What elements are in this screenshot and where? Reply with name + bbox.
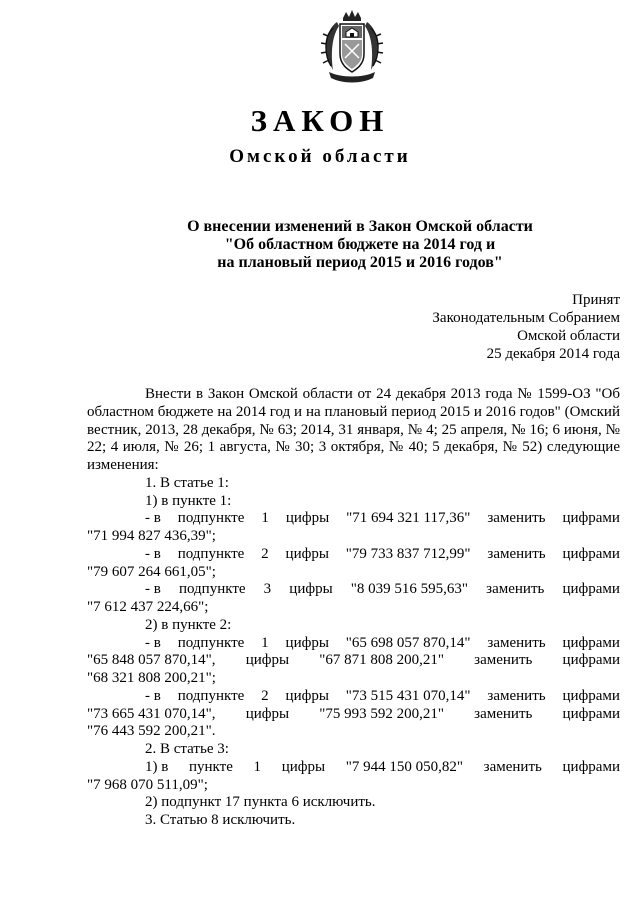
text-fragment: - в [145, 581, 161, 598]
text-fragment: цифрами [562, 758, 620, 775]
text-fragment: "75 993 592 200,21" [319, 705, 444, 722]
text-fragment: пункте [189, 758, 233, 775]
text-fragment: "65 848 057 870,14", [87, 652, 216, 669]
document-title: ЗАКОН [250, 103, 390, 138]
intro-paragraph: Внести в Закон Омской области от 24 декабря 2013 года № 1599-ОЗ "Об областном бюджете на 2014 год и на плановый период 2015 и 2016 годов" (Омский вестник, 2013, 28 декабря, № 63; 2014, 31 января, № 4; 25 апреля, № 16; 6 июня, № 22; 4 июля, № 26; 1 августа, № 30; 3 октября, № 40; 5 декабря, № 52) следующие изменения: [87, 386, 620, 473]
text-fragment: цифры [285, 634, 329, 651]
text-fragment: 1 [253, 758, 262, 775]
heading-line: на плановый период 2015 и 2016 годов" [217, 254, 503, 271]
text-fragment: - в [145, 545, 161, 562]
clause-continuation: "7 968 070 511,09"; [87, 776, 208, 793]
text-fragment: цифры [245, 652, 290, 669]
adoption-line: Принят [572, 292, 620, 308]
text-fragment: цифры [281, 758, 326, 775]
text-fragment: подпункте [177, 687, 245, 704]
subclause-continuation [87, 652, 620, 670]
text-fragment: цифрами [562, 545, 620, 562]
subclause-continuation [87, 706, 620, 724]
article-item: 2. В статье 3: [145, 741, 229, 757]
text-fragment: цифры [285, 687, 329, 704]
text-fragment: цифрами [562, 687, 620, 704]
text-fragment: цифрами [562, 510, 620, 527]
subclause-continuation: "76 443 592 200,21". [87, 723, 216, 740]
coat-of-arms-emblem [319, 8, 385, 86]
text-fragment: цифрами [562, 705, 620, 722]
text-fragment: заменить [474, 705, 533, 722]
text-fragment: "71 694 321 117,36" [346, 510, 471, 527]
text-fragment: "79 733 837 712,99" [345, 545, 471, 562]
adoption-line: Законодательным Собранием [432, 310, 620, 326]
text-fragment: цифры [285, 545, 329, 562]
text-fragment: цифры [285, 510, 330, 527]
text-fragment: цифрами [562, 634, 620, 651]
adoption-block [432, 291, 620, 363]
text-fragment: - в [145, 510, 161, 527]
subclause-line [87, 635, 620, 653]
text-fragment: "67 871 808 200,21" [319, 652, 444, 669]
subclause-continuation: "7 612 437 224,66"; [87, 599, 209, 615]
heading-line: О внесении изменений в Закон Омской области [187, 218, 533, 235]
document-subtitle: Омской области [229, 146, 411, 167]
subclause-line [87, 581, 620, 599]
adoption-date: 25 декабря 2014 года [486, 346, 620, 362]
article-item: 3. Статью 8 исключить. [145, 812, 296, 828]
text-fragment: заменить [474, 652, 533, 669]
heading-line: "Об областном бюджете на 2014 год и [224, 236, 496, 253]
clause-item: 2) в пункте 2: [145, 616, 232, 633]
text-fragment: заменить [487, 545, 546, 562]
subclause-line [87, 546, 620, 564]
text-fragment: подпункте [177, 634, 245, 651]
text-fragment: цифры [289, 581, 333, 598]
text-fragment: заменить [487, 510, 546, 527]
text-fragment: 1 [261, 634, 269, 651]
text-fragment: подпункте [177, 510, 245, 527]
text-fragment: - в [145, 634, 161, 651]
text-fragment: "8 039 516 595,63" [350, 581, 469, 598]
text-fragment: 1) в [145, 758, 169, 775]
text-fragment: цифрами [562, 652, 620, 669]
text-fragment: заменить [487, 634, 546, 651]
text-fragment: заменить [487, 687, 546, 704]
text-fragment: заменить [486, 581, 545, 598]
text-fragment: "73 665 431 070,14", [87, 705, 216, 722]
clause-item: 2) подпункт 17 пункта 6 исключить. [145, 794, 376, 811]
subclause-continuation: "79 607 264 661,05"; [87, 563, 216, 580]
adoption-line: Омской области [517, 328, 620, 344]
subclause-continuation: "68 321 808 200,21"; [87, 670, 216, 686]
subclause-line [87, 510, 620, 528]
text-fragment: 3 [263, 581, 272, 598]
text-fragment: заменить [483, 758, 542, 775]
text-fragment: подпункте [178, 581, 246, 598]
text-fragment: 2 [261, 545, 269, 562]
text-fragment: подпункте [177, 545, 245, 562]
article-item: 1. В статье 1: [145, 474, 229, 491]
subclause-line [87, 688, 620, 706]
text-fragment: "73 515 431 070,14" [345, 687, 471, 704]
law-body [87, 386, 620, 830]
text-fragment: "7 944 150 050,82" [345, 758, 463, 775]
text-fragment: "65 698 057 870,14" [345, 634, 471, 651]
law-heading [150, 218, 570, 272]
subclause-continuation: "71 994 827 436,39"; [87, 528, 216, 544]
text-fragment: цифры [245, 705, 290, 722]
text-fragment: 1 [261, 510, 269, 527]
clause-item: 1) в пункте 1: [145, 492, 232, 509]
text-fragment: - в [145, 687, 161, 704]
text-fragment: 2 [261, 687, 269, 704]
text-fragment: цифрами [562, 581, 620, 598]
clause-line [87, 759, 620, 777]
